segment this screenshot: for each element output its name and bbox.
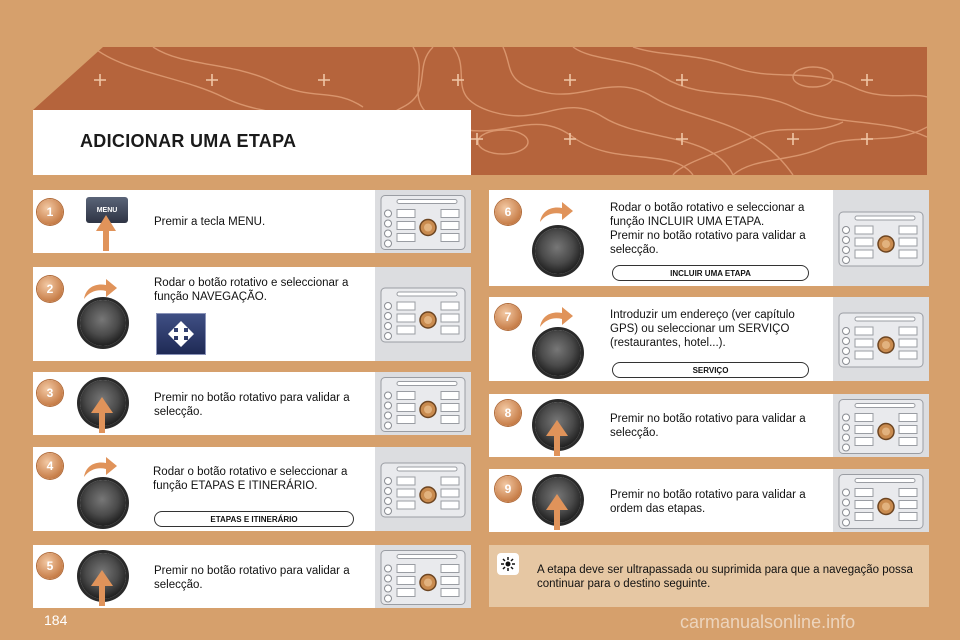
step-text: Rodar o botão rotativo e seleccionar a função INCLUIR UMA ETAPA. Premir no botão rotativo para validar a selecção.	[610, 202, 806, 256]
step-number-badge: 6	[495, 199, 521, 225]
step-text: Premir no botão rotativo para validar a ordem das etapas.	[610, 489, 806, 515]
rotary-knob	[535, 330, 581, 376]
step-text: Rodar o botão rotativo e seleccionar a função ETAPAS E ITINERÁRIO.	[153, 466, 348, 492]
step-text: Premir no botão rotativo para validar a selecção.	[610, 413, 806, 439]
radio-unit-illustration	[833, 469, 929, 532]
rotate-arrow-icon	[538, 200, 574, 224]
banner-notch	[33, 47, 103, 110]
rotary-knob	[80, 300, 126, 346]
radio-unit-illustration	[833, 190, 929, 286]
step-number-badge: 3	[37, 380, 63, 406]
radio-panel-image	[375, 267, 471, 361]
press-arrow-icon	[91, 570, 113, 606]
menu-key-label: MENU	[96, 206, 118, 214]
step-number-badge: 9	[495, 476, 521, 502]
step-text: Rodar o botão rotativo e seleccionar a função NAVEGAÇÃO.	[154, 277, 349, 303]
step-number-badge: 5	[37, 553, 63, 579]
radio-unit-illustration	[375, 545, 471, 608]
press-arrow-icon	[546, 420, 568, 456]
step-text: Introduzir um endereço (ver capítulo GPS) ou seleccionar um SERVIÇO (restaurantes, hotel...).	[610, 309, 795, 349]
radio-panel-image	[833, 394, 929, 457]
step-number-badge: 1	[37, 199, 63, 225]
radio-panel-image	[375, 447, 471, 531]
function-pill: ETAPAS E ITINERÁRIO	[154, 511, 354, 527]
radio-panel-image	[375, 545, 471, 608]
step-number-badge: 8	[495, 400, 521, 426]
tip-note-text: A etapa deve ser ultrapassada ou suprimida para que a navegação possa continuar para o destino seguinte.	[537, 564, 913, 590]
radio-panel-image	[375, 372, 471, 435]
step-text: Premir a tecla MENU.	[154, 216, 266, 228]
radio-panel-image	[833, 297, 929, 381]
radio-unit-illustration	[375, 190, 471, 253]
radio-panel-image	[833, 469, 929, 532]
rotate-arrow-icon	[538, 305, 574, 329]
step-number-badge: 7	[495, 304, 521, 330]
radio-unit-illustration	[833, 297, 929, 381]
radio-unit-illustration	[375, 267, 471, 361]
page-number: 184	[44, 612, 68, 628]
tip-icon	[497, 553, 519, 575]
step-number-badge: 4	[37, 453, 63, 479]
radio-unit-illustration	[375, 447, 471, 531]
radio-panel-image	[833, 190, 929, 286]
rotary-knob	[535, 228, 581, 274]
step-text: Premir no botão rotativo para validar a selecção.	[154, 392, 350, 418]
function-pill: INCLUIR UMA ETAPA	[612, 265, 809, 281]
radio-panel-image	[375, 190, 471, 253]
rotate-arrow-icon	[82, 277, 118, 301]
radio-unit-illustration	[375, 372, 471, 435]
navigation-icon	[156, 313, 206, 355]
radio-unit-illustration	[833, 394, 929, 457]
step-text: Premir no botão rotativo para validar a selecção.	[154, 565, 350, 591]
press-arrow-icon	[96, 215, 116, 251]
press-arrow-icon	[546, 494, 568, 530]
rotate-arrow-icon	[82, 455, 118, 479]
step-number-badge: 2	[37, 276, 63, 302]
function-pill: SERVIÇO	[612, 362, 809, 378]
rotary-knob	[80, 480, 126, 526]
watermark: carmanualsonline.info	[680, 612, 856, 632]
press-arrow-icon	[91, 397, 113, 433]
page-title: ADICIONAR UMA ETAPA	[80, 131, 297, 151]
